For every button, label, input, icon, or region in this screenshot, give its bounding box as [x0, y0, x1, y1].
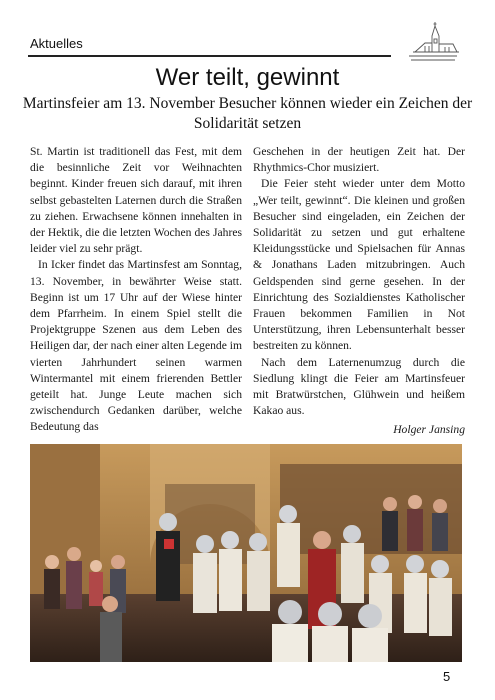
- article-title: Wer teilt, gewinnt: [155, 64, 340, 91]
- article-subtitle: Martinsfeier am 13. November Besucher können wieder ein Zeichen der Solidarität setzen: [22, 95, 473, 132]
- paragraph: Nach dem Laternenumzug durch die Siedlung klingt die Feier am Martinsfeuer mit Bratwürstchen, Glühwein und heißem Kakao aus.: [253, 355, 465, 418]
- author-byline: Holger Jansing: [393, 423, 465, 437]
- paragraph: In Icker findet das Martinsfest am Sonntag, 13. November, in bewährter Weise statt. Beginn ist um 17 Uhr auf der Wiese hinter dem Pfarrheim. In einem Spiel stellt die Projektgruppe Szenen aus dem Leben des Heiligen dar, der nach einer alten Legende im vierten Jahrhundert seinen warmen Wintermantel mit einem frierenden Bettler geteilt hat. Junge Leute machen sich zwischendurch Gedanken darüber, welche Bedeutung das: [30, 258, 242, 434]
- section-label: Aktuelles: [30, 36, 83, 51]
- left-column: [30, 144, 242, 436]
- event-photo: [30, 444, 462, 662]
- header-rule: [28, 55, 391, 57]
- right-column: [253, 144, 465, 439]
- church-logo-icon: [405, 22, 461, 64]
- page-number: 5: [443, 669, 451, 684]
- paragraph: Geschehen in der heutigen Zeit hat. Der Rhythmics-Chor musiziert.: [253, 145, 465, 175]
- paragraph: Die Feier steht wieder unter dem Motto „Wer teilt, gewinnt“. Die kleinen und großen Besucher sind eingeladen, ein Zeichen der Solidarität zu setzen und gut erhaltene Kleidungsstücke und Spielsachen für Annas & Jonathans Laden mitzubringen. Auch Geldspenden sind gerne gesehen. In der Einrichtung des Sozialdienstes Katholischer Frauen bekommen Familien in Not Unterstützung, ihren Lebensunterhalt besser bestreiten zu können.: [253, 177, 465, 353]
- paragraph: St. Martin ist traditionell das Fest, mit dem die besinnliche Zeit vor Weihnachten beginnt. Kinder freuen sich darauf, mit ihren selbst gebastelten Laternen durch die Straßen zu ziehen. Erwachsene können innehalten in der Hektik, die die letzten Wochen des Jahres leider viel zu sehr prägt.: [30, 145, 242, 256]
